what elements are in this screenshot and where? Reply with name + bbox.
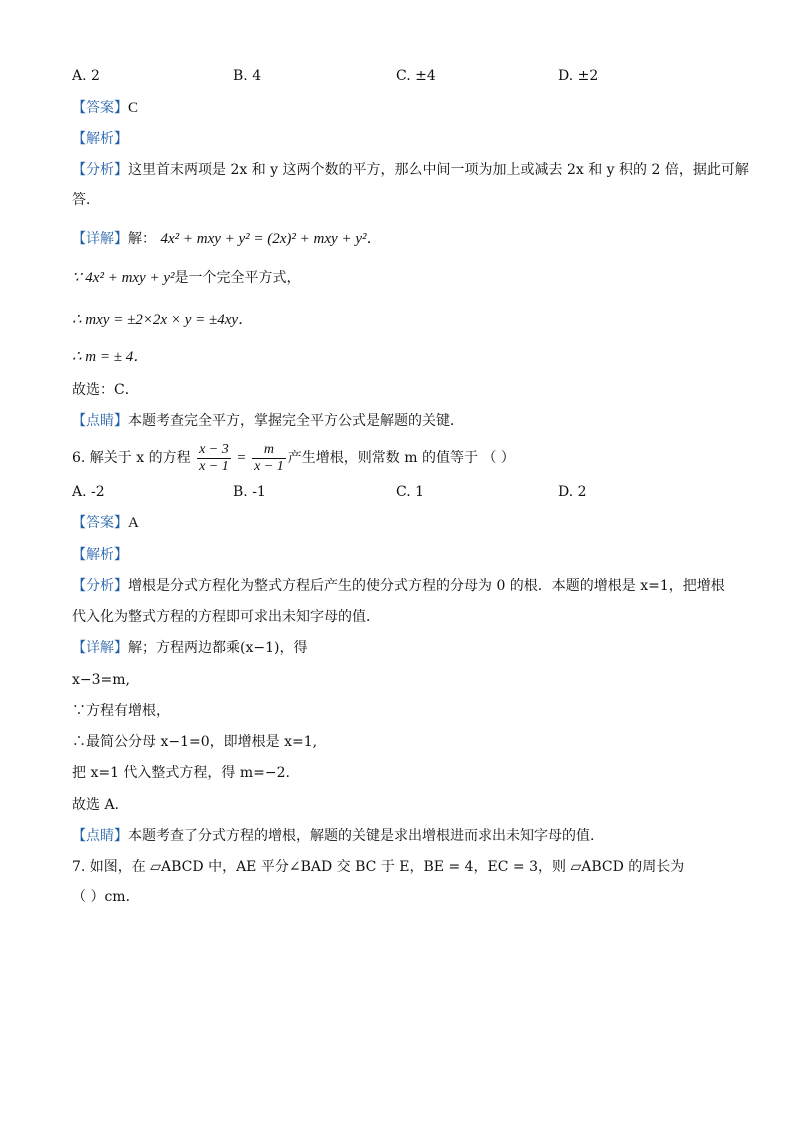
answer-value: A [128,515,139,531]
because-text: 是一个完全平方式， [174,270,301,286]
q6-option-c: C. 1 [396,484,425,500]
q7-stem-line1: 7. 如图，在 ▱ABCD 中，AE 平分∠BAD 交 BC 于 E，BE = 4，EC = 3，则 ▱ABCD 的周长为 [72,859,685,875]
q5-choose-line: 故选：C． [72,382,139,398]
q5-answer-line [72,98,138,118]
q6-comment-line [72,826,594,846]
q6-step2: ∵方程有增根， [72,703,170,719]
q5-analysis-tag: 【解析】 [72,131,128,147]
detail-tag: 【详解】 [72,231,128,247]
answer-value: C [128,100,139,116]
q6-step4: 把 x=1 代入整式方程，得 m=−2. [72,765,290,781]
comment-text: 本题考查了分式方程的增根，解题的关键是求出增根进而求出未知字母的值. [128,828,595,844]
q5-therefore-line2: ∴ m = ± 4． [72,349,149,365]
q6-step1: x−3=m, [72,672,130,688]
q6-option-d: D. 2 [558,484,587,500]
q6-fraction-right [252,442,286,475]
fraction-denominator: x − 1 [199,458,229,474]
q5-option-a: A. 2 [72,68,100,84]
fenxi-tag: 【分析】 [72,578,128,594]
q5-detail-line [72,229,381,249]
q6-option-a: A. -2 [72,484,105,500]
q6-fenxi-line1 [72,576,725,596]
q6-choose-line: 故选 A. [72,797,120,813]
answer-tag: 【答案】 [72,515,128,531]
q7-stem-line2: （ ）cm． [72,889,140,905]
fraction-numerator: m [252,442,286,459]
fenxi-tag: 【分析】 [72,162,128,178]
q6-stem [72,438,515,478]
comment-tag: 【点睛】 [72,413,128,429]
q6-detail-line [72,638,307,658]
q5-option-c: C. ±4 [396,68,436,84]
q5-because-line [72,268,301,288]
fenxi-text: 这里首末两项是 2x 和 y 这两个数的平方，那么中间一项为加上或减去 2x 和 y 积的 2 倍，据此可解 [128,162,749,178]
q6-analysis-tag: 【解析】 [72,547,128,563]
q5-comment-line [72,411,464,431]
detail-prefix: 解： [128,231,156,247]
q6-step3: ∴最简公分母 x−1=0，即增根是 x=1, [72,734,318,750]
fraction-denominator: x − 1 [254,458,284,474]
detail-text: 解；方程两边都乘(x−1)，得 [128,640,308,656]
fraction-numerator: x − 3 [199,441,229,457]
q6-fraction-left [197,442,231,475]
because-formula: ∵ 4x² + mxy + y² [72,270,175,286]
fenxi-text: 增根是分式方程化为整式方程后产生的使分式方程的分母为 0 的根．本题的增根是 x=1，把增根 [128,578,725,594]
q6-answer-line [72,513,139,533]
q6-stem-prefix: 6. 解关于 x 的方程 [72,450,191,466]
q5-option-d: D. ±2 [558,68,599,84]
q6-fenxi-line2: 代入化为整式方程的方程即可求出未知字母的值． [72,609,380,625]
q5-option-b: B. 4 [233,68,262,84]
detail-tag: 【详解】 [72,640,128,656]
answer-tag: 【答案】 [72,100,128,116]
q5-fenxi-line2: 答． [72,192,100,208]
comment-tag: 【点睛】 [72,828,128,844]
q5-therefore-line1: ∴ mxy = ±2×2x × y = ±4xy． [72,312,254,328]
equals-sign: = [237,450,246,466]
comment-text: 本题考查完全平方，掌握完全平方公式是解题的关键． [128,413,464,429]
q6-stem-suffix: 产生增根，则常数 m 的值等于 （ ） [287,450,515,466]
q5-fenxi-line1 [72,160,749,180]
detail-formula: 4x² + mxy + y² = (2x)² + mxy + y²． [160,231,382,247]
q6-option-b: B. -1 [233,484,266,500]
